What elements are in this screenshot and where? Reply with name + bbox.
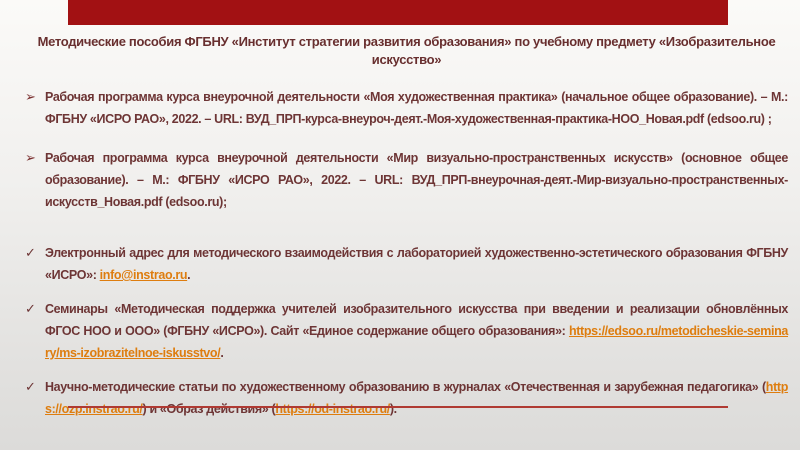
check-bullet-icon: ✓: [25, 301, 36, 316]
arrow-bullet-icon: ➢: [25, 89, 36, 104]
check-bullet-icon: ✓: [25, 379, 36, 394]
arrow-bullet-icon: ➢: [25, 150, 36, 165]
slide-title: Методические пособия ФГБНУ «Институт стратегии развития образования» по учебному предмету «Изобразительное искусство»: [37, 34, 776, 67]
resource-text: ).: [389, 402, 397, 416]
email-link[interactable]: info@instrao.ru: [99, 268, 188, 282]
resource-text: ) и «Образ действия» (: [142, 402, 276, 416]
resource-text: Научно-методические статьи по художественному образованию в журналах «Отечественная и зарубежная педагогика» (: [45, 380, 766, 394]
edsoo-seminars-link[interactable]: https://edsoo.ru/metodicheskie-seminary/ms-izobrazitelnoe-iskusstvo/: [45, 324, 788, 360]
resource-text: .: [220, 346, 224, 360]
program-text: Рабочая программа курса внеурочной деятельности «Мир визуально-пространственных искусств» (основное общее образование). – М.: ФГБНУ «ИСРО РАО», 2022. – URL: ВУД_ПРП-внеурочная-деят.-Мир-визуально-пространственных-искусств_Новая.pdf (edsoo.ru);: [45, 151, 788, 209]
list-item: [25, 242, 788, 286]
resources-list: [25, 242, 788, 420]
ozp-journal-link[interactable]: https://ozp.instrao.ru/: [45, 380, 788, 416]
resource-text: Электронный адрес для методического взаимодействия с лабораторией художественно-эстетического образования ФГБНУ «ИСРО»:: [45, 246, 788, 282]
top-accent-bar: [68, 0, 728, 25]
list-item: [25, 376, 788, 420]
resource-text: .: [187, 268, 191, 282]
programs-list: [25, 86, 788, 213]
resource-text: Семинары «Методическая поддержка учителей изобразительного искусства при введении и реализации обновлённых ФГОС НОО и ООО» (ФГБНУ «ИСРО»). Сайт «Единое содержание общего образования»:: [45, 302, 788, 338]
list-item: [25, 147, 788, 213]
check-bullet-icon: ✓: [25, 245, 36, 260]
program-text: Рабочая программа курса внеурочной деятельности «Моя художественная практика» (начальное общее образование). – М.: ФГБНУ «ИСРО РАО», 2022. – URL: ВУД_ПРП-курса-внеуроч-деят.-Моя-художественная-практика-НОО_Новая.pdf (edsoo.ru) ;: [45, 90, 788, 126]
list-item: [25, 298, 788, 364]
od-journal-link[interactable]: https://od-instrao.ru/: [275, 402, 390, 416]
slide-content: [25, 33, 788, 420]
bottom-divider: [68, 406, 728, 408]
list-item: [25, 86, 788, 130]
